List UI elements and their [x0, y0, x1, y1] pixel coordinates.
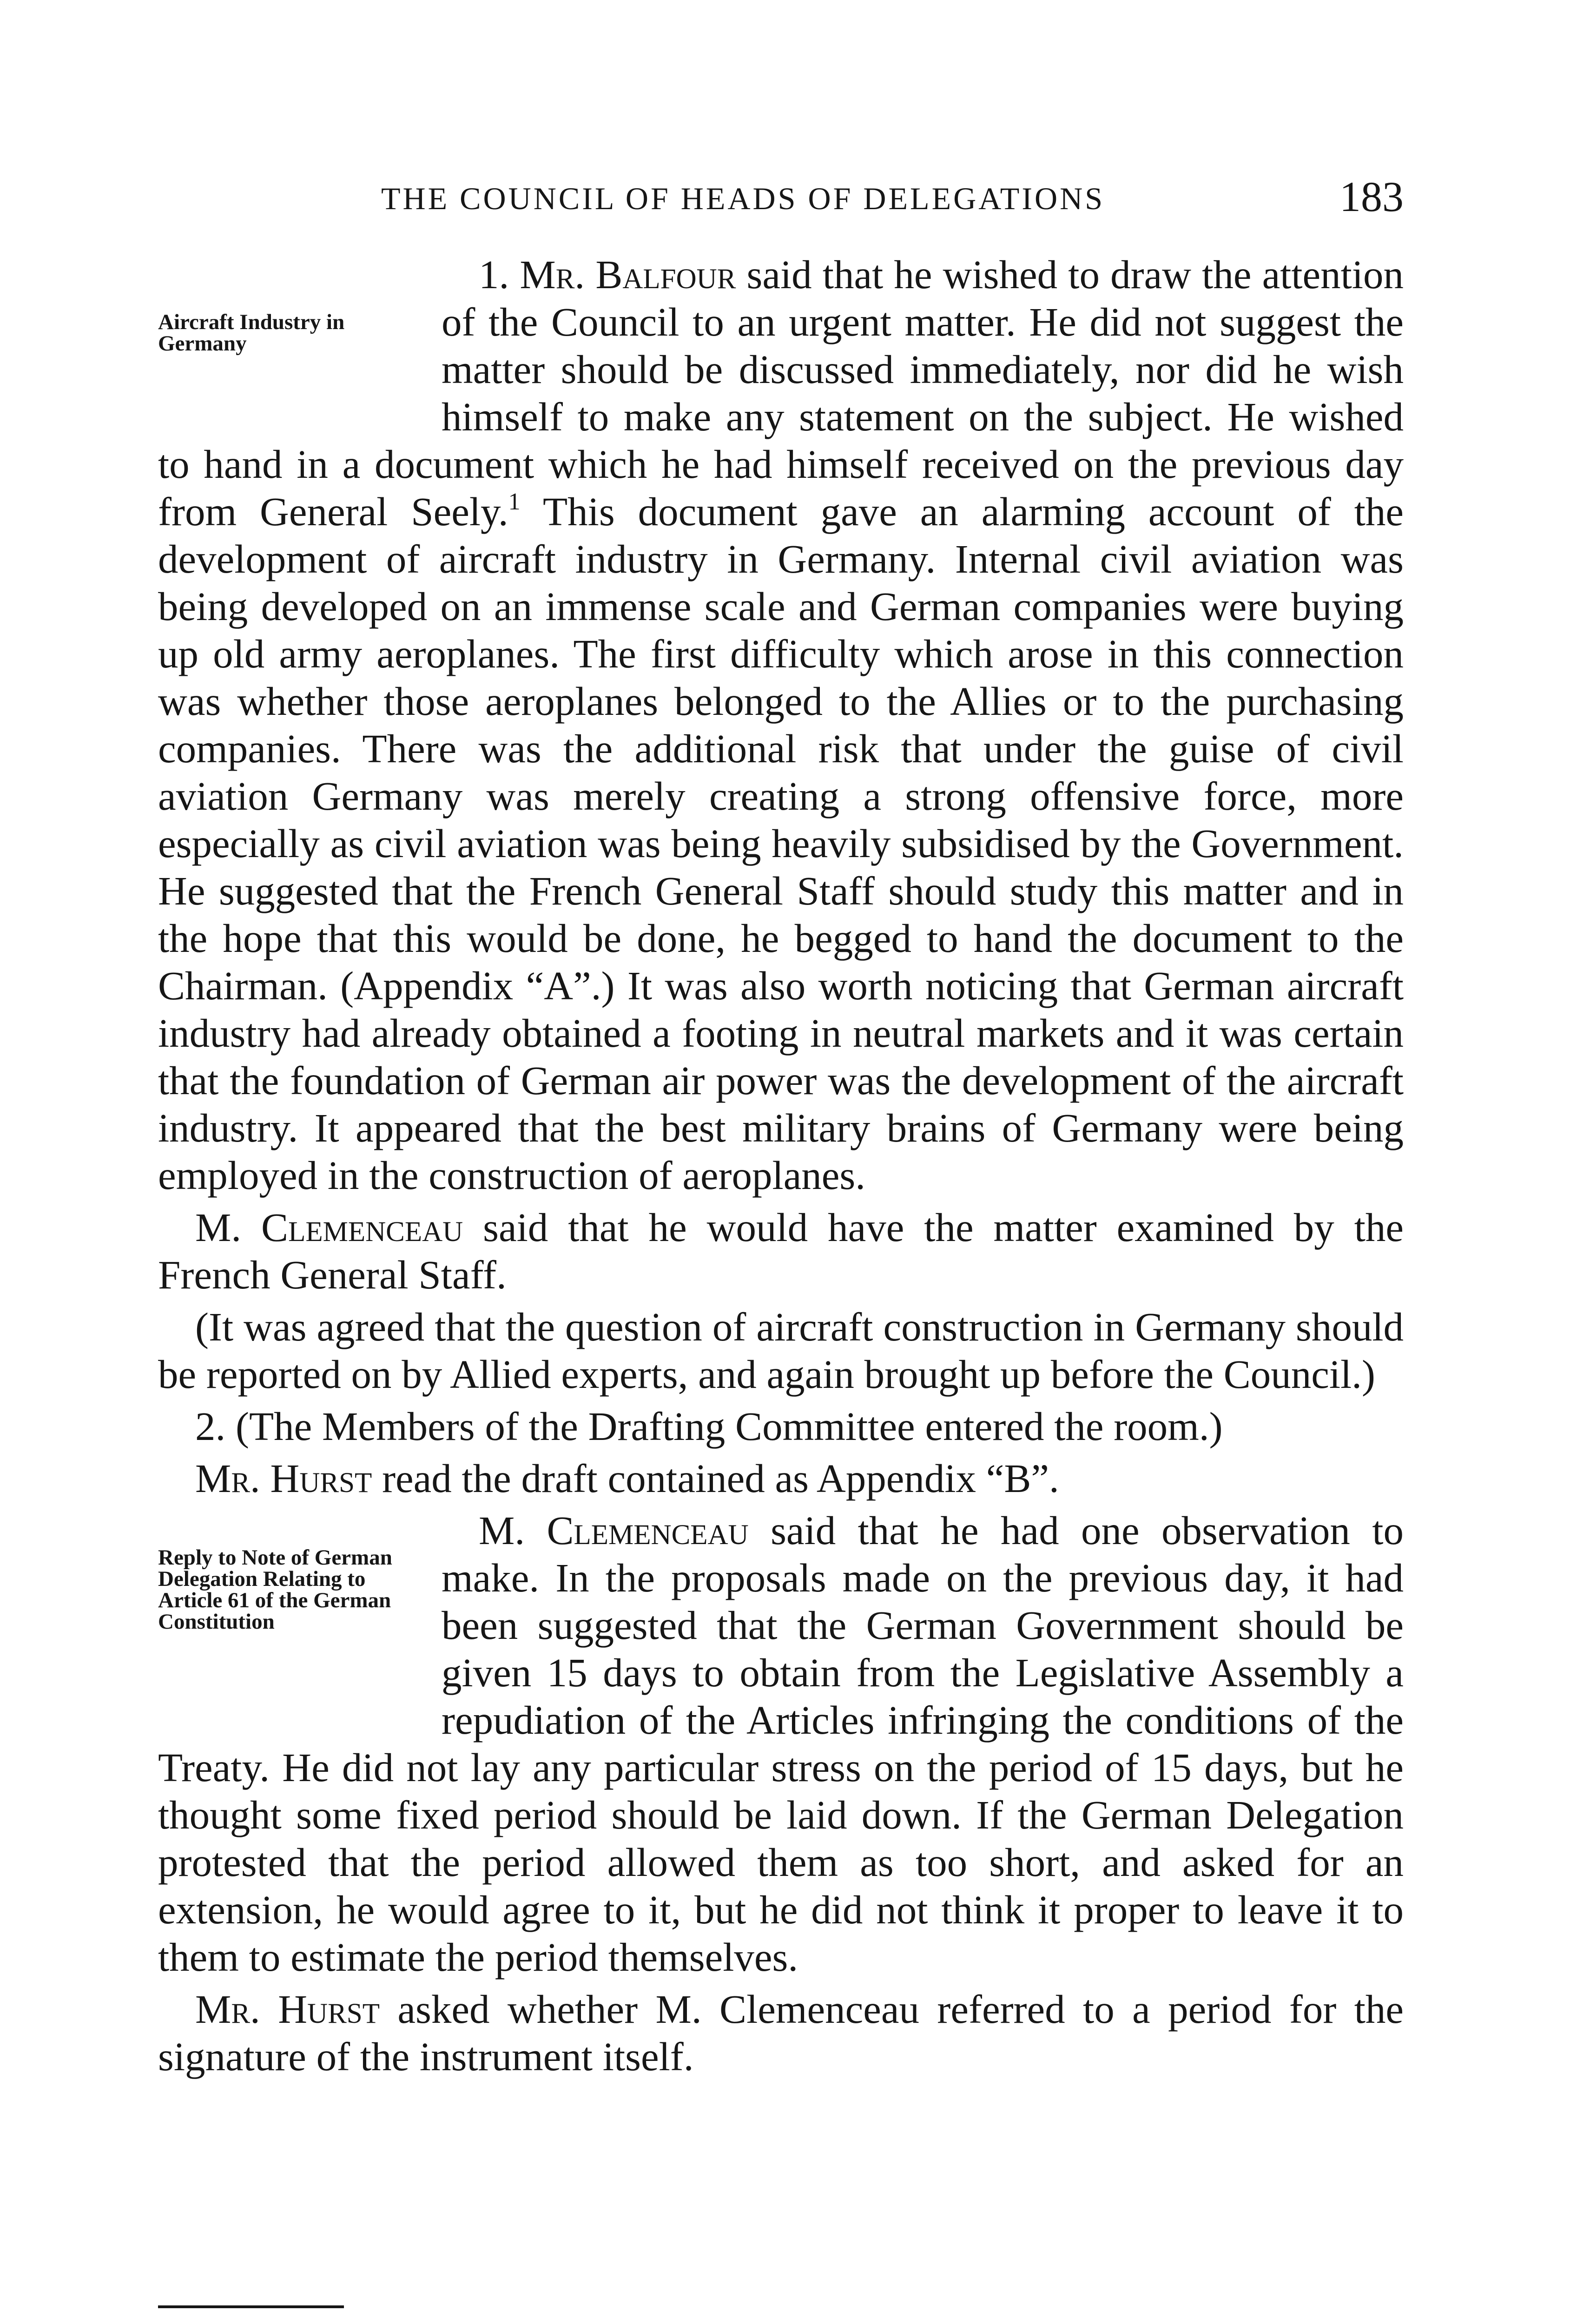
paragraph-4: [158, 1403, 1404, 1450]
paragraph-1-text-start: Aircraft Industry in Germany said that he wished to draw the attention of the Council to an urgent matter. He did not suggest the matter should be discussed immediately, nor did he wish himself to make any statement on the subject. He wished to hand in a document which he had himself received on the previous day from General Seely.: [158, 252, 1404, 534]
speaker-balfour: Mr. Balfour: [520, 252, 736, 297]
footnote-ref-1: 1: [508, 489, 521, 515]
item-number-1: 1.: [479, 252, 509, 297]
running-header: [158, 172, 1404, 223]
speaker-clemenceau-2: M. Clemenceau: [479, 1508, 749, 1553]
paragraph-1: [158, 251, 1404, 1199]
paragraph-5: [158, 1455, 1404, 1502]
paragraph-7: [158, 1986, 1404, 2080]
item-number-2: 2.: [195, 1404, 226, 1449]
body-text: [158, 251, 1404, 2085]
sidenote-aircraft-industry: Aircraft Industry in Germany: [158, 310, 345, 356]
paragraph-3: [158, 1303, 1404, 1398]
paragraph-3-text: (It was agreed that the question of aircraft construction in Germany should be reported on by Allied experts, and again brought up before the Council.): [158, 1304, 1404, 1397]
speaker-hurst-2: Mr. Hurst: [195, 1987, 380, 2032]
paragraph-4-text: (The Members of the Drafting Committee entered the room.): [236, 1404, 1223, 1449]
paragraph-2: [158, 1204, 1404, 1299]
speaker-hurst: Mr. Hurst: [195, 1456, 372, 1501]
paragraph-6-text: said that he had one observation to make. In the proposals made on the previous day, it had been suggested that the German Government should be given 15 days to obtain from the Legislative Assembly a repudiation of the Articles infringing the conditions of the Treaty. He did not lay any particular stress on the period of 15 days, but he thought some fixed period should be laid down. If the German Delegation protested that the period allowed them as too short, and asked for an extension, he would agree to it, but he did not think it proper to leave it to them to estimate the period themselves.: [158, 1508, 1404, 1980]
footnote-rule: [158, 2305, 344, 2308]
paragraph-7-text: asked whether M. Clemenceau referred to a period for the signature of the instrument itself.: [158, 1987, 1404, 2079]
speaker-clemenceau: M. Clemenceau: [195, 1205, 463, 1250]
paragraph-2-text: said that he would have the matter examined by the French General Staff.: [158, 1205, 1404, 1297]
paragraph-6: [158, 1507, 1404, 1981]
sidenote-reply-article-61: Reply to Note of German Delegation Relating to Article 61 of the German Constitution: [158, 1545, 392, 1634]
paragraph-5-text: read the draft contained as Appendix “B”.: [382, 1456, 1059, 1501]
page-number: 183: [1339, 173, 1404, 220]
paragraph-1-text-end: This document gave an alarming account of the development of aircraft industry in Germany. Internal civil aviation was being developed on an immense scale and German companies were buying up old army aeroplanes. The first difficulty which arose in this connection was whether those aeroplanes belonged to the Allies or to the purchasing companies. There was the additional risk that under the guise of civil aviation Germany was merely creating a strong offensive force, more especially as civil aviation was being heavily subsidised by the Government. He suggested that the French General Staff should study this matter and in the hope that this would be done, he begged to hand the document to the Chairman. (Appendix “A”.) It was also worth noticing that German aircraft industry had already obtained a footing in neutral markets and it was certain that the foundation of German air power was the development of the aircraft industry. It appeared that the best military brains of Germany were being employed in the construction of aeroplanes.: [158, 489, 1404, 1198]
running-title: THE COUNCIL OF HEADS OF DELEGATIONS: [381, 181, 1105, 216]
